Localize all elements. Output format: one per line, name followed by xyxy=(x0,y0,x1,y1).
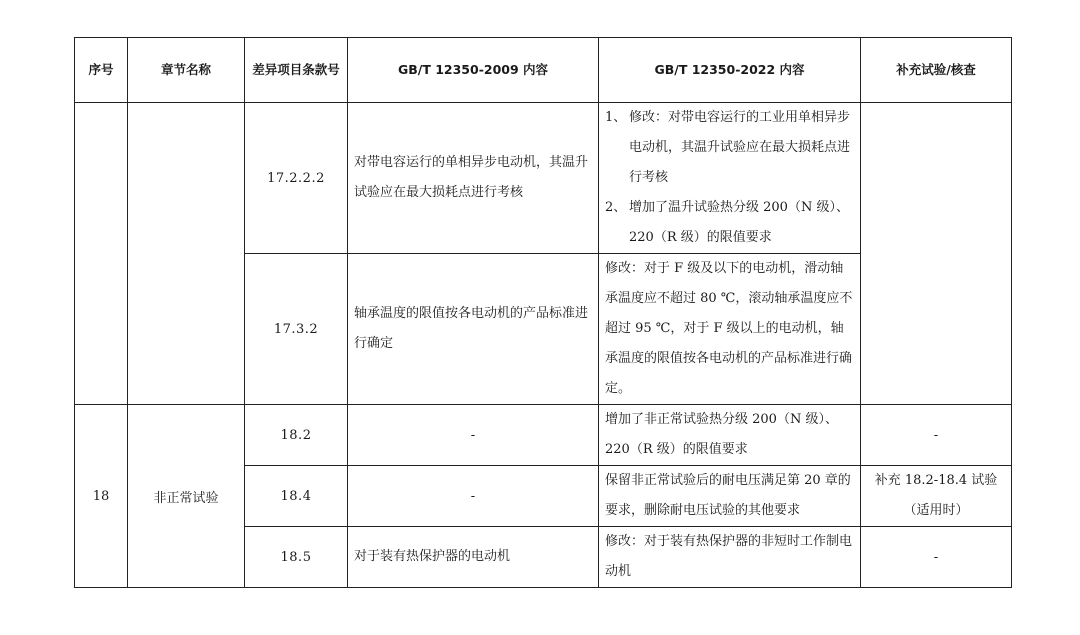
old-content-cell: 对于装有热保护器的电动机 xyxy=(348,527,599,588)
header-clause: 差异项目条款号 xyxy=(245,38,348,103)
seq-cell xyxy=(75,103,128,405)
old-content-cell: - xyxy=(348,405,599,466)
seq-cell: 18 xyxy=(75,405,128,588)
old-content-cell: 轴承温度的限值按各电动机的产品标准进行确定 xyxy=(348,254,599,405)
new-content-cell: 修改：对于装有热保护器的非短时工作制电动机 xyxy=(599,527,861,588)
table-row xyxy=(75,405,1012,466)
chapter-cell xyxy=(128,103,245,405)
clause-cell: 17.2.2.2 xyxy=(245,103,348,254)
comparison-table xyxy=(74,37,1012,588)
header-new-content: GB/T 12350-2022 内容 xyxy=(599,38,861,103)
item-number: 1、 xyxy=(605,110,627,125)
header-old-content: GB/T 12350-2009 内容 xyxy=(348,38,599,103)
item-number: 2、 xyxy=(605,200,627,215)
table-row xyxy=(75,103,1012,254)
item-text: 增加了温升试验热分级 200（N 级）、220（R 级）的限值要求 xyxy=(629,200,849,245)
check-cell: - xyxy=(861,527,1012,588)
old-content-cell: - xyxy=(348,466,599,527)
clause-cell: 18.2 xyxy=(245,405,348,466)
header-check: 补充试验/核查 xyxy=(861,38,1012,103)
header-row xyxy=(75,38,1012,103)
check-cell xyxy=(861,103,1012,405)
clause-cell: 17.3.2 xyxy=(245,254,348,405)
check-cell: 补充 18.2-18.4 试验（适用时） xyxy=(861,466,1012,527)
list-item xyxy=(605,103,854,193)
header-chapter: 章节名称 xyxy=(128,38,245,103)
list-item xyxy=(605,193,854,253)
new-content-cell: 修改：对于 F 级及以下的电动机，滑动轴承温度应不超过 80 ℃，滚动轴承温度应不超过 95 ℃，对于 F 级以上的电动机，轴承温度的限值按各电动机的产品标准进行确定。 xyxy=(599,254,861,405)
clause-cell: 18.4 xyxy=(245,466,348,527)
item-text: 修改：对带电容运行的工业用单相异步电动机，其温升试验应在最大损耗点进行考核 xyxy=(629,110,851,185)
new-content-cell: 增加了非正常试验热分级 200（N 级）、220（R 级）的限值要求 xyxy=(599,405,861,466)
clause-cell: 18.5 xyxy=(245,527,348,588)
new-content-cell: 保留非正常试验后的耐电压满足第 20 章的要求，删除耐电压试验的其他要求 xyxy=(599,466,861,527)
old-content-cell: 对带电容运行的单相异步电动机，其温升试验应在最大损耗点进行考核 xyxy=(348,103,599,254)
new-content-cell xyxy=(599,103,861,254)
header-seq: 序号 xyxy=(75,38,128,103)
chapter-cell: 非正常试验 xyxy=(128,405,245,588)
check-cell: - xyxy=(861,405,1012,466)
